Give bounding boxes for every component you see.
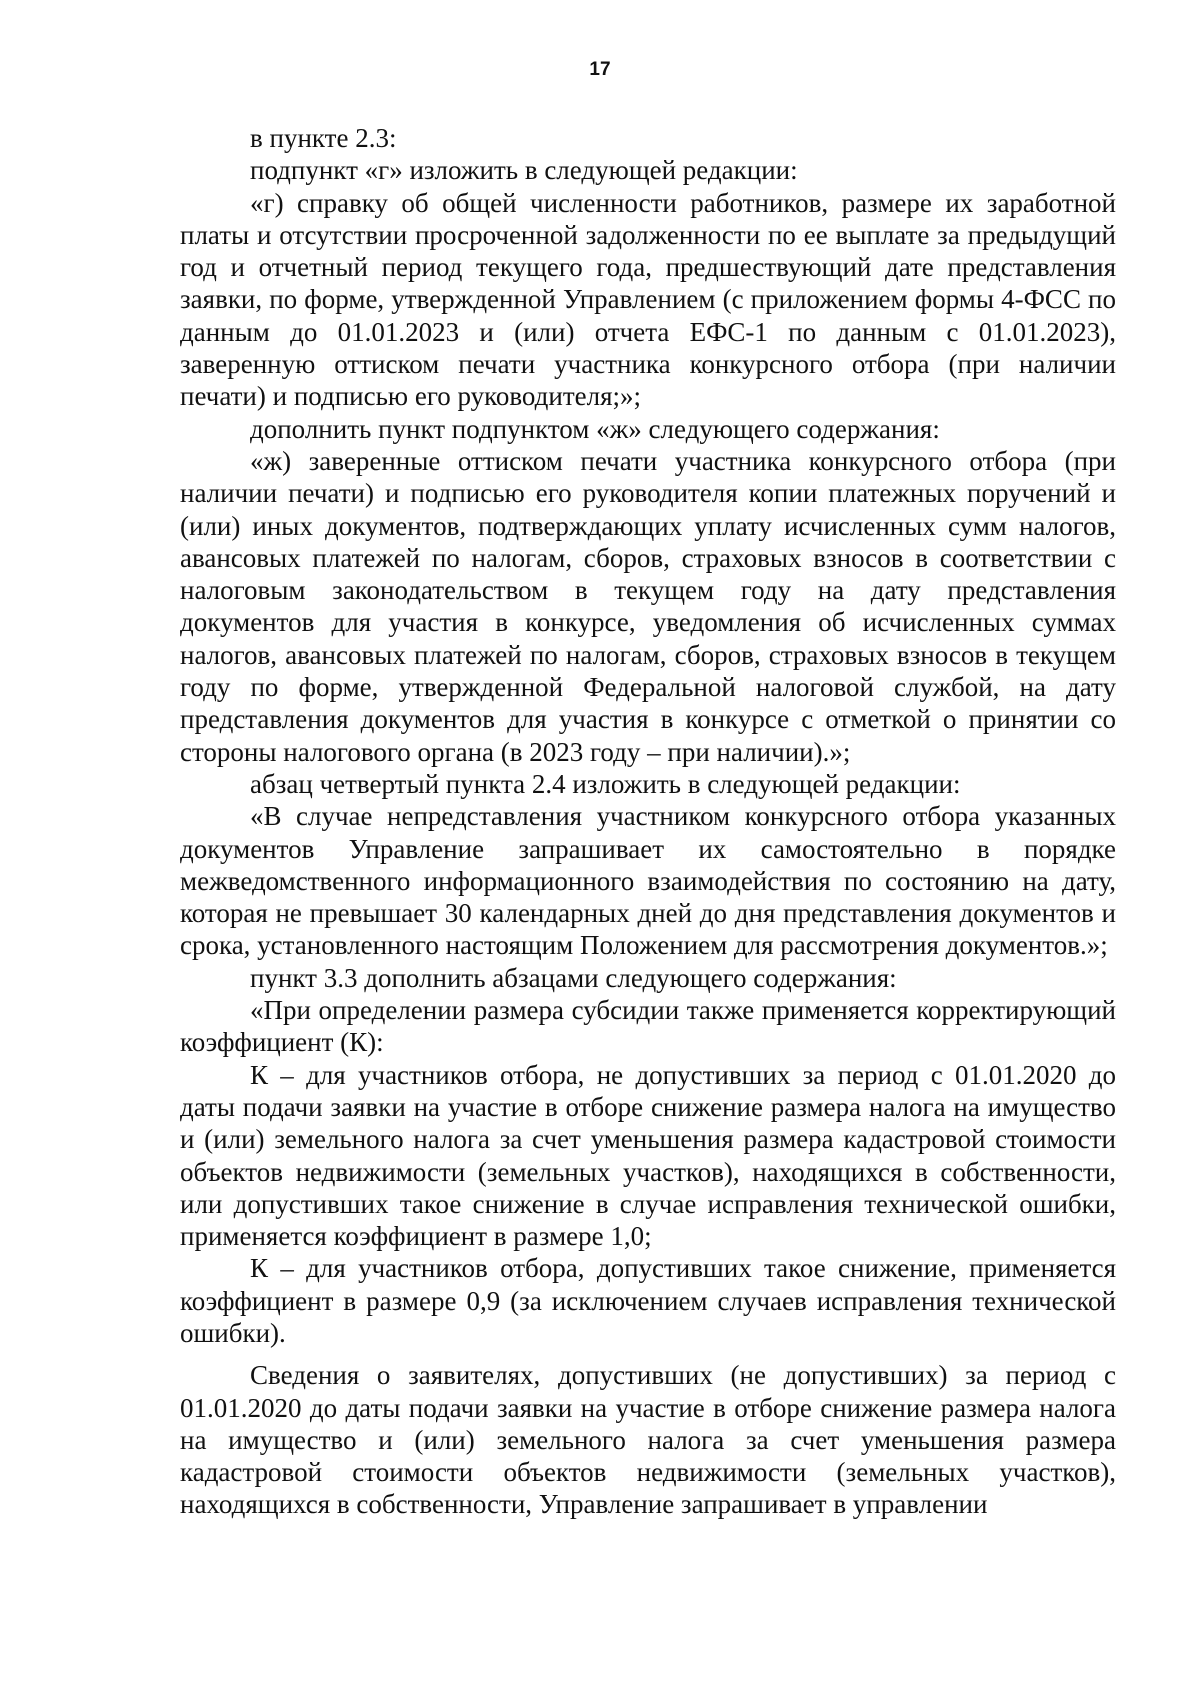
paragraph: «В случае непредставления участником конкурсного отбора указанных документов Управление запрашивает их самостоятельно в порядке межведомственного информационного взаимодействия по состоянию на дату, которая не превышает 30 календарных дней до дня представления документов и срока, установленного настоящим Положением для рассмотрения документов.»; (180, 801, 1116, 961)
paragraph: в пункте 2.3: (250, 123, 397, 153)
document-body (180, 122, 1116, 1521)
paragraph: пункт 3.3 дополнить абзацами следующего содержания: (250, 962, 897, 993)
paragraph: дополнить пункт подпунктом «ж» следующего содержания: (250, 413, 940, 444)
paragraph: абзац четвертый пункта 2.4 изложить в следующей редакции: (250, 768, 961, 799)
paragraph: К – для участников отбора, допустивших такое снижение, применяется коэффициент в размере 0,9 (за исключением случаев исправления технической ошибки). (180, 1253, 1116, 1348)
page-number: 17 (589, 59, 611, 80)
paragraph: К – для участников отбора, не допустивших за период с 01.01.2020 до даты подачи заявки на участие в отборе снижение размера налога на имущество и (или) земельного налога за счет уменьшения размера кадастровой стоимости объектов недвижимости (земельных участков), находящихся в собственности, или допустивших такое снижение в случае исправления технической ошибки, применяется коэффициент в размере 1,0; (180, 1059, 1116, 1252)
paragraph: «При определении размера субсидии также применяется корректирующий коэффициент (К): (180, 995, 1116, 1058)
paragraph: «г) справку об общей численности работников, размере их заработной платы и отсутствии просроченной задолженности по ее выплате за предыдущий год и отчетный период текущего года, предшествующий дате представления заявки, по форме, утвержденной Управлением (с приложением формы 4-ФСС по данным до 01.01.2023 и (или) отчета ЕФС-1 по данным с 01.01.2023), заверенную оттиском печати участника конкурсного отбора (при наличии печати) и подписью его руководителя;»; (180, 187, 1116, 412)
paragraph: подпункт «г» изложить в следующей редакции: (250, 155, 798, 186)
paragraph: «ж) заверенные оттиском печати участника конкурсного отбора (при наличии печати) и подписью его руководителя копии платежных поручений и (или) иных документов, подтверждающих уплату исчисленных сумм налогов, авансовых платежей по налогам, сборов, страховых взносов в соответствии с налоговым законодательством в текущем году на дату представления документов для участия в конкурсе, уведомления об исчисленных суммах налогов, авансовых платежей по налогам, сборов, страховых взносов в текущем году по форме, утвержденной Федеральной налоговой службой, на дату представления документов для участия в конкурсе с отметкой о принятии со стороны налогового органа (в 2023 году – при наличии).»; (180, 445, 1116, 767)
paragraph: Сведения о заявителях, допустивших (не допустивших) за период с 01.01.2020 до даты подачи заявки на участие в отборе снижение размера налога на имущество и (или) земельного налога за счет уменьшения размера кадастровой стоимости объектов недвижимости (земельных участков), находящихся в собственности, Управление запрашивает в управлении (180, 1360, 1116, 1520)
